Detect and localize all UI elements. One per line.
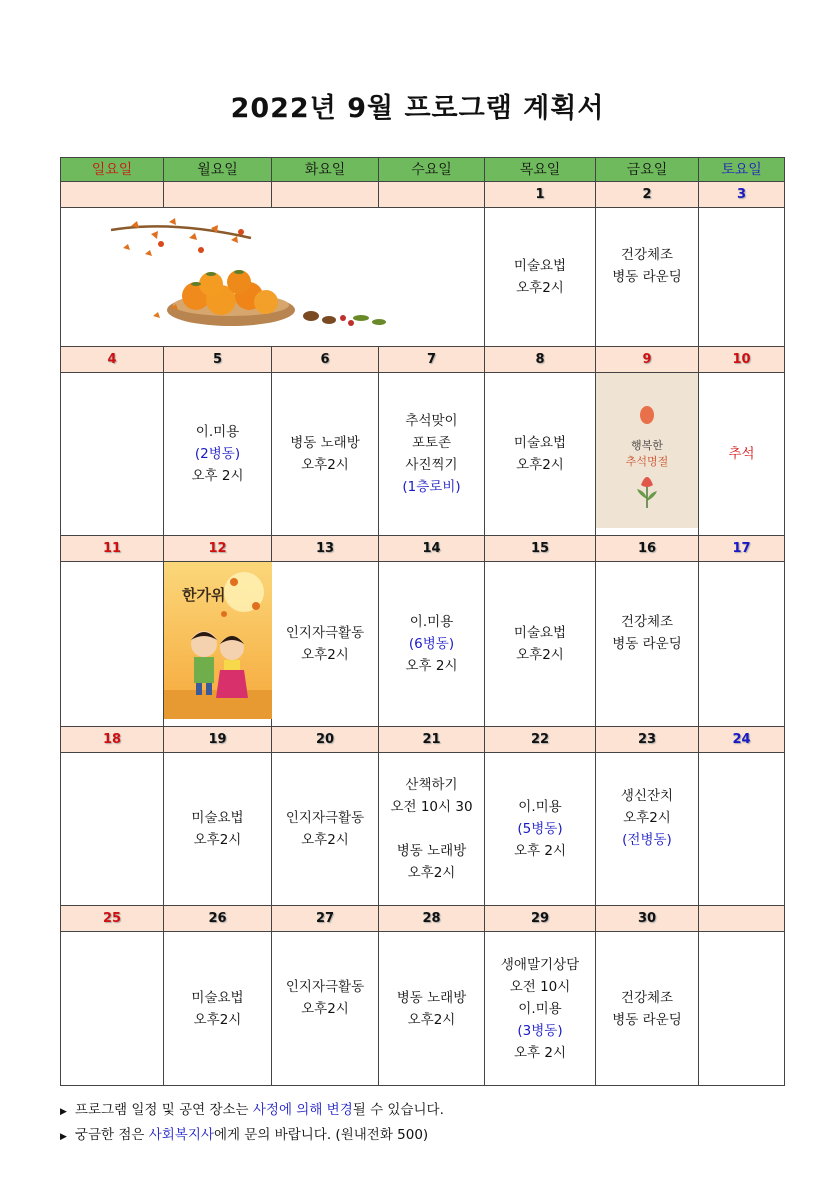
program-line: 추석맞이 [405,413,458,429]
program-line: 오후 2시 [405,658,458,674]
weekday-sat: 토요일 [699,158,785,182]
weekday-fri: 금요일 [596,158,699,182]
svg-text:한가위: 한가위 [182,586,226,604]
content-row-week3 [61,562,785,727]
date-cell: 22 [485,727,596,753]
empty-cell [61,932,164,1086]
program-line: 오후2시 [193,1011,242,1028]
program-cell-mon [164,753,272,906]
program-line: 인지자극활동 [285,978,365,995]
weekday-thu: 목요일 [485,158,596,182]
program-cell-fri [596,932,699,1086]
program-line: 오후2시 [407,1011,456,1028]
date-cell [272,182,379,208]
program-cell-thu [485,208,596,347]
empty-cell [699,753,785,906]
date-cell: 13 [272,536,379,562]
date-cell: 9 [596,347,699,373]
footnotes [60,1099,444,1149]
date-cell [61,182,164,208]
date-cell: 1 [485,182,596,208]
program-cell-thu [485,562,596,727]
program-line: 병동 노래방 [396,843,467,859]
holiday-label: 추석 [699,373,785,536]
triangle-bullet-icon: ▶ [60,1132,67,1142]
program-line: 미술요법 [513,435,567,451]
date-cell: 3 [699,182,785,208]
program-line: 미술요법 [191,810,244,826]
autumn-persimmon-illustration [61,208,485,347]
program-cell-wed [379,373,485,536]
date-row-week2 [61,347,785,373]
date-cell: 29 [485,906,596,932]
program-cell-tue [272,373,379,536]
program-line: 미술요법 [513,625,567,641]
date-cell: 14 [379,536,485,562]
program-cell-mon [164,932,272,1086]
program-cell-wed [379,932,485,1086]
program-cell-thu [485,373,596,536]
program-line: 생신잔치 [620,788,674,804]
program-line: 미술요법 [191,989,244,1006]
date-cell: 25 [61,906,164,932]
footnote-2: ▶ 궁금한 점은 사회복지사에게 문의 바랍니다. (원내전화 500) [60,1127,429,1143]
date-cell: 12 [164,536,272,562]
date-cell [699,906,785,932]
program-line: 인지자극활동 [285,625,365,641]
date-cell: 6 [272,347,379,373]
content-row-week1 [61,208,785,347]
program-location: (3병동) [517,1022,563,1039]
program-line: 미술요법 [513,258,567,274]
program-location: (1층로비) [402,479,461,495]
date-cell: 10 [699,347,785,373]
date-cell: 11 [61,536,164,562]
program-line: 산책하기 [405,777,458,793]
program-cell-mon [164,373,272,536]
program-line: 오후2시 [407,865,456,881]
program-line: 생애말기상담 [500,956,580,973]
date-cell: 17 [699,536,785,562]
empty-cell [699,208,785,347]
program-line: 병동 라운딩 [612,636,682,652]
program-cell-thu [485,753,596,906]
program-line: 오후2시 [516,457,564,473]
date-cell: 27 [272,906,379,932]
triangle-bullet-icon: ▶ [60,1107,67,1117]
footnote-1: ▶ 프로그램 일정 및 공연 장소는 사정에 의해 변경될 수 있습니다. [60,1102,444,1118]
program-line: 오후2시 [516,647,564,663]
program-line: 오후2시 [301,457,349,473]
weekday-sun: 일요일 [61,158,164,182]
date-cell: 2 [596,182,699,208]
weekday-mon: 월요일 [164,158,272,182]
program-cell-thu [485,932,596,1086]
program-cell-tue [272,562,379,727]
empty-cell [61,373,164,536]
date-cell: 28 [379,906,485,932]
program-line: 오후2시 [193,832,242,848]
date-cell: 23 [596,727,699,753]
program-line: 오후 2시 [513,1044,566,1061]
program-line: 이.미용 [409,614,454,630]
date-cell: 21 [379,727,485,753]
date-row-week5 [61,906,785,932]
program-line: 오후 2시 [191,468,244,484]
program-line: 오후2시 [516,280,564,296]
hanbok-children-icon [164,562,272,719]
program-cell-fri [596,208,699,347]
date-cell: 30 [596,906,699,932]
empty-cell [699,932,785,1086]
date-cell [164,182,272,208]
program-line: 인지자극활동 [285,810,365,826]
program-cell-wed [379,562,485,727]
date-cell: 20 [272,727,379,753]
content-row-week5 [61,932,785,1086]
program-line: 오전 10시 30 [390,799,473,815]
program-line: 이.미용 [518,799,562,815]
program-line: 병동 노래방 [290,435,360,451]
program-line: 오후2시 [301,1000,349,1017]
content-row-week2 [61,373,785,536]
date-row-week4 [61,727,785,753]
program-line: 포토존 [411,435,452,451]
date-cell [379,182,485,208]
empty-cell [61,753,164,906]
date-cell: 5 [164,347,272,373]
empty-cell [699,562,785,727]
program-location: (2병동) [194,446,241,462]
date-cell: 24 [699,727,785,753]
flower-card-icon [596,373,698,528]
calendar-table [60,157,785,1086]
weekday-tue: 화요일 [272,158,379,182]
program-line: 오후2시 [301,647,349,663]
program-line: 이.미용 [518,1000,562,1017]
program-line: 사진찍기 [405,457,458,473]
program-line: 오후 2시 [513,843,566,859]
empty-cell [61,562,164,727]
date-row-week3 [61,536,785,562]
content-row-week4 [61,753,785,906]
date-cell: 18 [61,727,164,753]
program-cell-tue [272,932,379,1086]
program-cell-fri [596,753,699,906]
program-line: 건강체조 [620,614,674,630]
program-location: (6병동) [408,636,455,652]
svg-text:행복한: 행복한 [631,439,663,452]
chuseok-greeting-card [596,373,699,536]
program-line: 병동 라운딩 [612,269,682,285]
date-cell: 7 [379,347,485,373]
program-line: 건강체조 [620,989,674,1006]
program-line: 오전 10시 [509,978,571,995]
date-cell: 8 [485,347,596,373]
date-cell: 15 [485,536,596,562]
program-line: 건강체조 [620,247,674,263]
weekday-wed: 수요일 [379,158,485,182]
weekday-header-row [61,158,785,182]
date-cell: 19 [164,727,272,753]
date-row-week1 [61,182,785,208]
program-cell-wed [379,753,485,906]
program-cell-fri [596,562,699,727]
program-line: 오후2시 [301,832,349,848]
hangawi-illustration [164,562,272,727]
program-line: 병동 라운딩 [612,1011,682,1028]
program-line: 오후2시 [623,810,671,826]
date-cell: 4 [61,347,164,373]
program-location: (5병동) [517,821,563,837]
program-line: 병동 노래방 [396,989,467,1006]
persimmon-basket-icon [61,208,485,339]
program-cell-tue [272,753,379,906]
program-line: 이.미용 [195,424,240,440]
date-cell: 16 [596,536,699,562]
program-location: (전병동) [622,832,672,848]
page-title: 2022년 9월 프로그램 계획서 [230,93,605,124]
svg-text:추석명절: 추석명절 [625,455,669,468]
date-cell: 26 [164,906,272,932]
